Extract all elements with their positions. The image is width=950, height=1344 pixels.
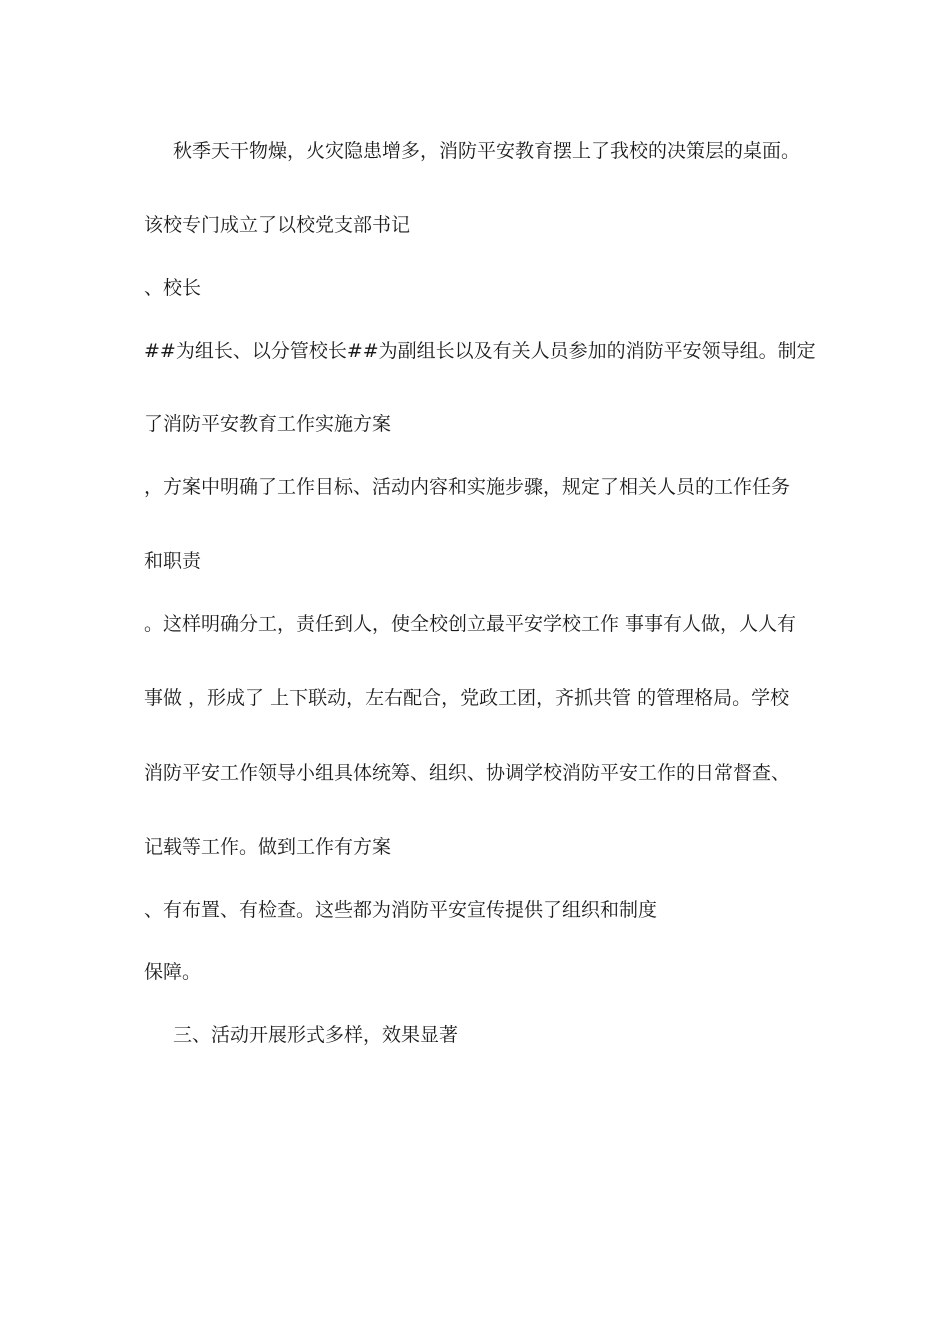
paragraph-line: 。这样明确分工，责任到人，使全校创立最平安学校工作 事事有人做，人人有 [144, 613, 797, 635]
paragraph-line: 保障。 [144, 961, 202, 983]
paragraph-line: ，方案中明确了工作目标、活动内容和实施步骤，规定了相关人员的工作任务 [144, 476, 791, 498]
paragraph-line: ##为组长、以分管校长##为副组长以及有关人员参加的消防平安领导组。制定 [144, 340, 816, 362]
paragraph-line: 记载等工作。做到工作有方案 [144, 836, 392, 858]
paragraph-line: 和职责 [144, 550, 202, 572]
section-heading: 三、活动开展形式多样，效果显著 [173, 1024, 459, 1046]
paragraph-line: 、校长 [144, 277, 202, 299]
paragraph-line: 、有布置、有检查。这些都为消防平安宣传提供了组织和制度 [144, 899, 658, 921]
paragraph-line: 事做 ，形成了 上下联动，左右配合，党政工团，齐抓共管 的管理格局。学校 [144, 687, 790, 709]
paragraph-line: 消防平安工作领导小组具体统筹、组织、协调学校消防平安工作的日常督查、 [144, 762, 791, 784]
paragraph-line: 该校专门成立了以校党支部书记 [144, 214, 411, 236]
paragraph-line: 了消防平安教育工作实施方案 [144, 413, 392, 435]
paragraph-line: 秋季天干物燥，火灾隐患增多，消防平安教育摆上了我校的决策层的桌面。 [173, 140, 801, 162]
